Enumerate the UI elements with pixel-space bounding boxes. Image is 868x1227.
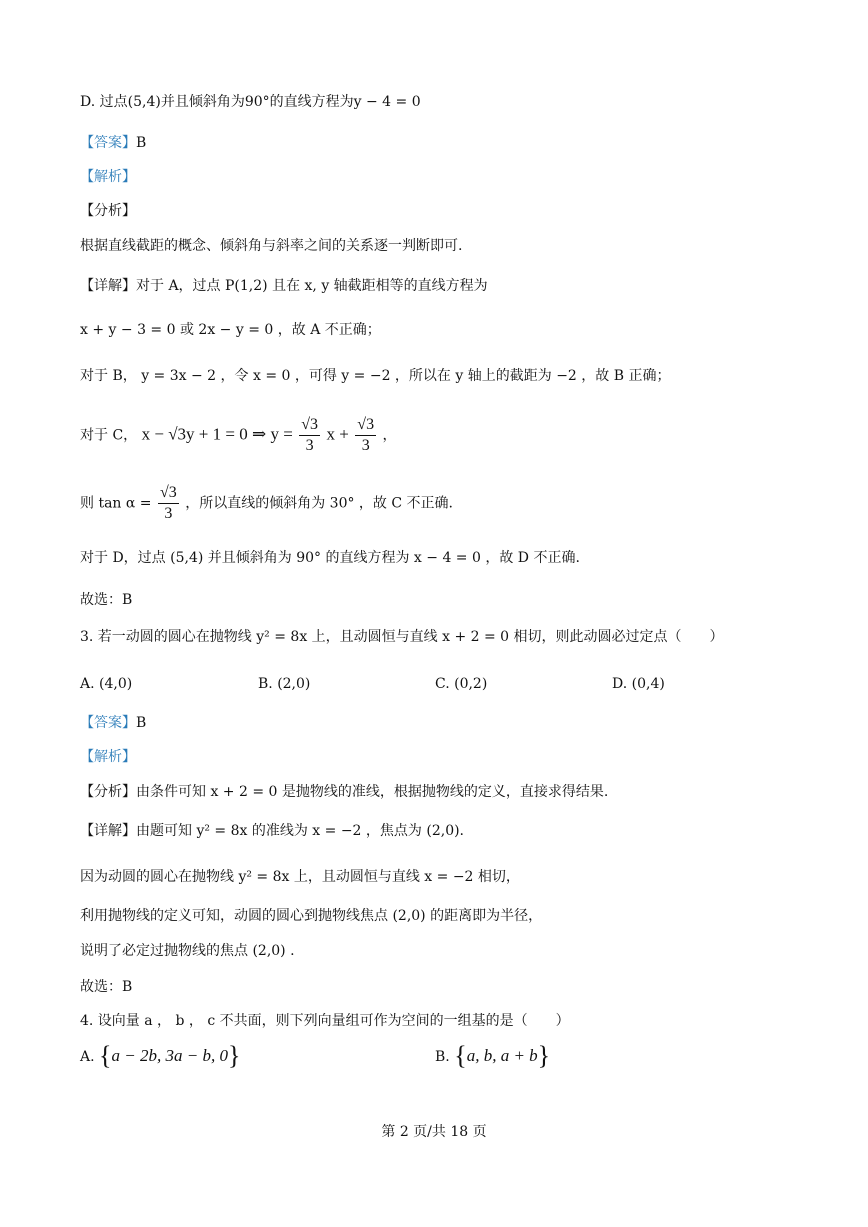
q4-option-b-body: a, b, a + b [466,1046,538,1065]
q3-detail-text: 由题可知 y² = 8x 的准线为 x = −2 ，焦点为 (2,0). [136,823,465,839]
d-line: 对于 D，过点 (5,4) 并且倾斜角为 90° 的直线方程为 x − 4 = 0 ，故 D 不正确. [80,550,580,566]
answer-value: B [136,135,147,151]
c-frac2-den: 3 [361,437,370,454]
detail-a-line [80,276,488,296]
q3-line-4: 说明了必定过抛物线的焦点 (2,0) . [80,943,295,959]
tan-tail: ，所以直线的倾斜角为 30° ，故 C 不正确. [185,495,453,512]
c-frac1-num: √3 [299,415,320,436]
c-fraction-2 [355,415,376,456]
c-tail: ， [382,427,397,444]
q3-answer-value: B [136,715,147,731]
tan-line [80,483,453,524]
tan-frac-num: √3 [158,483,179,504]
c-frac1-den: 3 [305,437,314,454]
c-mid: x + [326,424,349,444]
q3-detail-tag: 【详解】 [80,823,136,839]
q4-option-b-lbrace: { [454,1041,467,1070]
q3-detail-line [80,821,464,841]
page-footer: 第 2 页/共 18 页 [381,1124,487,1140]
tan-frac-den: 3 [164,505,173,522]
q3-fenxi-text: 由条件可知 x + 2 = 0 是抛物线的准线，根据抛物线的定义，直接求得结果. [136,784,609,800]
option-d-line: D. 过点(5,4)并且倾斜角为90°的直线方程为y − 4 = 0 [80,94,421,110]
q3-option-d: D. (0,4) [612,676,665,692]
tan-fraction [158,483,179,524]
q4-option-a-body: a − 2b, 3a − b, 0 [111,1046,228,1065]
detail-tag: 【详解】 [80,278,136,294]
detail-a-text: 对于 A，过点 P(1,2) 且在 x, y 轴截距相等的直线方程为 [136,278,488,294]
c-prefix: 对于 C， [80,427,138,444]
q4-option-a-label: A. [80,1049,95,1065]
c-equation: x − √3y + 1 = 0 ⇒ y = [141,424,293,444]
analysis-label: 【解析】 [80,169,136,185]
fenxi-text: 根据直线截距的概念、倾斜角与斜率之间的关系逐一判断即可. [80,238,463,254]
q3-option-a: A. (4,0) [80,676,133,692]
q3-guxuan: 故选：B [80,979,133,995]
answer-tag: 【答案】 [80,135,136,151]
q4-option-b-rbrace: } [537,1041,551,1070]
q3-analysis-tag: 【解析】 [80,749,136,765]
answer-line [80,133,146,153]
q3-fenxi-line [80,782,608,802]
c-frac2-num: √3 [355,415,376,436]
q3-answer-tag: 【答案】 [80,715,136,731]
fenxi-tag: 【分析】 [80,203,136,219]
guxuan-1: 故选：B [80,592,133,608]
q3-line-2: 因为动圆的圆心在抛物线 y² = 8x 上，且动圆恒与直线 x = −2 相切， [80,869,520,885]
q4-option-b-label: B. [435,1049,450,1065]
q3-answer-line [80,713,146,733]
q4-option-b [435,1041,551,1070]
analysis-tag [80,167,136,187]
c-line [80,415,397,456]
q3-stem: 3. 若一动圆的圆心在抛物线 y² = 8x 上，且动圆恒与直线 x + 2 = 0 相切，则此动圆必过定点（ ） [80,629,724,645]
q4-option-a [80,1041,241,1070]
c-fraction-1 [299,415,320,456]
q4-stem: 4. 设向量 a ， b ， c 不共面，则下列向量组可作为空间的一组基的是（ ） [80,1013,570,1029]
eq-a-line: x + y − 3 = 0 或 2x − y = 0 ，故 A 不正确； [80,322,381,338]
q3-option-b: B. (2,0) [258,676,311,692]
q3-line-3: 利用抛物线的定义可知，动圆的圆心到抛物线焦点 (2,0) 的距离即为半径， [80,908,543,924]
eq-b-line: 对于 B， y = 3x − 2 ，令 x = 0 ，可得 y = −2 ，所以在 y 轴上的截距为 −2 ，故 B 正确； [80,368,671,384]
q4-option-a-rbrace: } [227,1041,241,1070]
q3-analysis-line [80,747,136,767]
tan-prefix: 则 tan α = [80,495,152,512]
q3-option-c: C. (0,2) [435,676,488,692]
q4-option-a-lbrace: { [99,1041,112,1070]
q3-fenxi-tag: 【分析】 [80,784,136,800]
